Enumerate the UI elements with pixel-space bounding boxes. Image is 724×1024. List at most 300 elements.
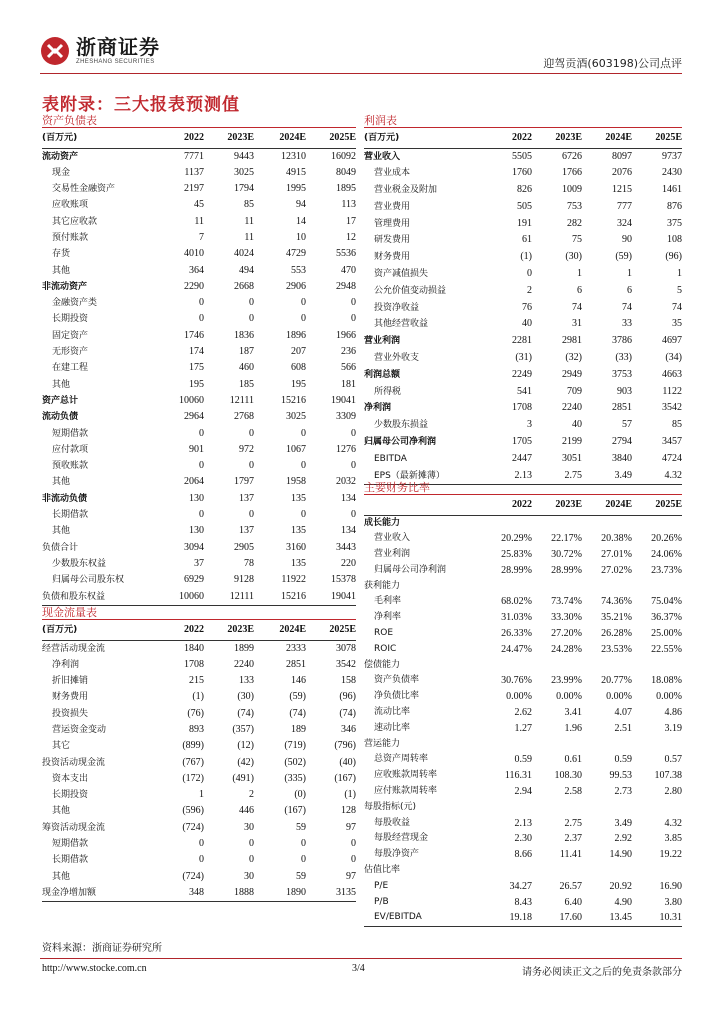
cell-value: 185 [239, 378, 254, 390]
cell-value: 128 [341, 805, 356, 817]
cell-value: 99.53 [609, 770, 632, 782]
cell-value: 2905 [234, 541, 254, 553]
table-header-row [42, 621, 356, 640]
cell-value: 11 [194, 215, 204, 227]
table-row [364, 199, 682, 216]
cell-value: 2 [249, 789, 254, 801]
cell-value: 3.49 [614, 817, 632, 829]
cell-value: 3025 [286, 411, 306, 423]
cell-value [532, 515, 582, 531]
table-header-row [42, 129, 356, 148]
cell-value [482, 737, 532, 753]
cell-value: (96) [339, 691, 356, 703]
cell-value: 1794 [234, 183, 254, 195]
row-label: 营业税金及附加 [374, 185, 438, 196]
cell-value: 97 [346, 870, 356, 882]
cell-value: 4.32 [664, 817, 682, 829]
cell-value: 35 [672, 318, 682, 330]
cell-value: 364 [189, 264, 204, 276]
table-row [364, 610, 682, 626]
table-row [42, 507, 356, 523]
cell-value: 195 [189, 378, 204, 390]
cell-value: 187 [239, 346, 254, 358]
cell-value: (899) [182, 740, 204, 752]
row-label: 长期借款 [52, 855, 89, 866]
row-label: 营业收入 [364, 151, 401, 162]
cell-value: 0.57 [664, 754, 682, 766]
cell-value: 26.28% [601, 628, 632, 640]
table-row [42, 426, 356, 442]
table-row [364, 784, 682, 800]
row-label: 每股经营现金 [374, 833, 429, 844]
table-row [42, 657, 356, 673]
cell-value: 22.17% [551, 533, 582, 545]
cell-value: 74 [572, 301, 582, 313]
cell-value: 753 [567, 200, 582, 212]
cell-value: 1215 [612, 184, 632, 196]
cell-value: 1122 [662, 385, 682, 397]
row-label: ROIC [374, 643, 397, 654]
row-label: 获利能力 [364, 580, 401, 591]
row-label: 净利率 [374, 612, 402, 623]
row-label: 资产负债率 [374, 675, 420, 686]
cell-value: 4915 [286, 166, 306, 178]
cell-value: 11.41 [559, 849, 582, 861]
cell-value: 134 [341, 525, 356, 537]
cell-value: 15216 [281, 394, 306, 406]
cell-value: 12111 [229, 394, 254, 406]
cell-value: 59 [296, 821, 306, 833]
row-label: 营业成本 [374, 168, 411, 179]
table-row [42, 458, 356, 474]
cell-value: 777 [617, 200, 632, 212]
cell-value: (719) [284, 740, 306, 752]
cell-value: (0) [294, 789, 306, 801]
cell-value [632, 658, 682, 674]
header-unit: (百万元) [364, 129, 482, 148]
row-label: 净利润 [52, 659, 80, 670]
cell-value [632, 800, 682, 816]
cell-value: 74 [622, 301, 632, 313]
cell-value: (167) [334, 772, 356, 784]
cell-value: 85 [244, 199, 254, 211]
ratios-rule [364, 494, 682, 495]
cell-value: 16092 [331, 150, 356, 162]
cell-value: 146 [291, 675, 306, 687]
cell-value: 23.53% [601, 643, 632, 655]
balance-sheet-table [42, 129, 356, 606]
cell-value: 4.07 [614, 707, 632, 719]
table-row [42, 523, 356, 539]
row-label: 流动资产 [42, 151, 79, 162]
table-row [42, 803, 356, 819]
cell-value: 3.85 [664, 833, 682, 845]
cell-value: 8.66 [514, 849, 532, 861]
cell-value: (491) [232, 772, 254, 784]
cell-value: 0 [199, 460, 204, 472]
cell-value: 3753 [612, 368, 632, 380]
ratios-title: 主要财务比率 [364, 481, 430, 494]
cell-value: 2948 [336, 280, 356, 292]
cell-value: 135 [291, 557, 306, 569]
cell-value: 3.49 [582, 468, 632, 485]
cell-value: 31.03% [501, 612, 532, 624]
cell-value: 4024 [234, 248, 254, 260]
row-label: 长期借款 [52, 510, 89, 521]
cell-value: 901 [189, 443, 204, 455]
cell-value: 1958 [286, 476, 306, 488]
cell-value: 2981 [562, 335, 582, 347]
cell-value: 0 [527, 268, 532, 280]
table-row [42, 263, 356, 279]
cell-value: 1 [577, 268, 582, 280]
cell-value: (1) [520, 251, 532, 263]
row-label: 经营活动现金流 [42, 643, 106, 654]
header-year: 2025E [306, 621, 356, 640]
cell-value [482, 800, 532, 816]
cell-value: 2249 [512, 368, 532, 380]
cell-value: 6 [577, 284, 582, 296]
table-row [42, 852, 356, 868]
cell-value: 174 [189, 346, 204, 358]
website-link[interactable]: http://www.stocke.com.cn [42, 963, 147, 974]
cell-value: 0 [351, 297, 356, 309]
cell-value: 11922 [281, 574, 306, 586]
cell-value: 22.55% [651, 643, 682, 655]
cell-value: 1067 [286, 443, 306, 455]
cell-value: (502) [284, 756, 306, 768]
cell-value: (33) [615, 352, 632, 364]
cell-value [582, 863, 632, 879]
header-year: 2025E [632, 129, 682, 148]
row-label: 其他经营收益 [374, 319, 429, 330]
row-label: ROE [374, 628, 394, 639]
table-row [364, 895, 682, 911]
cell-value [582, 579, 632, 595]
row-label: 非流动负债 [42, 493, 88, 504]
cell-value: 20.77% [601, 675, 632, 687]
table-row [364, 689, 682, 705]
row-label: 在建工程 [52, 363, 89, 374]
cell-value: 0 [351, 313, 356, 325]
cell-value: 2 [527, 284, 532, 296]
cell-value: (31) [515, 352, 532, 364]
cell-value: 2.92 [614, 833, 632, 845]
cell-value: 12310 [281, 150, 306, 162]
row-label: 营业费用 [374, 201, 411, 212]
cell-value: (32) [565, 352, 582, 364]
cell-value: 0 [249, 427, 254, 439]
cell-value: 6726 [562, 150, 582, 162]
cell-value: 2668 [234, 280, 254, 292]
cell-value: 1705 [512, 436, 532, 448]
cell-value: (12) [237, 740, 254, 752]
header-year: 2022 [482, 496, 532, 515]
table-row [42, 755, 356, 771]
table-row [364, 531, 682, 547]
cell-value: 470 [341, 264, 356, 276]
cell-value: (30) [565, 251, 582, 263]
row-label: 固定资产 [52, 330, 89, 341]
table-row [42, 442, 356, 458]
cell-value: 6.40 [564, 896, 582, 908]
table-row [42, 706, 356, 722]
cell-value: 3 [527, 419, 532, 431]
cell-value: 3.41 [564, 707, 582, 719]
cell-value: 2851 [612, 402, 632, 414]
row-label: EPS（最新摊薄） [364, 468, 482, 485]
table-row [364, 417, 682, 434]
table-row [364, 658, 682, 674]
cell-value: 3786 [612, 335, 632, 347]
row-label: 预付账款 [52, 232, 89, 243]
cell-value: (74) [339, 707, 356, 719]
cell-value: 348 [152, 885, 204, 902]
cell-value: 4729 [286, 248, 306, 260]
cell-value: 9443 [234, 150, 254, 162]
cell-value: 8.43 [514, 896, 532, 908]
cell-value: 1 [677, 268, 682, 280]
row-label: 短期借款 [52, 839, 89, 850]
cell-value: (1) [192, 691, 204, 703]
cell-value: (596) [182, 805, 204, 817]
table-row [364, 300, 682, 317]
cell-value: 5536 [336, 248, 356, 260]
cell-value [632, 515, 682, 531]
table-row [364, 367, 682, 384]
header-year: 2023E [204, 621, 254, 640]
cell-value: 17.60 [532, 910, 582, 926]
cell-value: 57 [622, 419, 632, 431]
row-label: 管理费用 [374, 218, 411, 229]
cell-value: 6 [627, 284, 632, 296]
cell-value: 90 [622, 234, 632, 246]
cell-value: 0 [199, 297, 204, 309]
cell-value: 158 [341, 675, 356, 687]
cell-value: 16.90 [659, 880, 682, 892]
cell-value [482, 658, 532, 674]
row-label: P/E [374, 880, 389, 891]
cell-value: 1708 [184, 658, 204, 670]
page-number: 3/4 [352, 963, 365, 974]
row-label: 其他 [52, 477, 71, 488]
cell-value: (76) [187, 707, 204, 719]
row-label: 流动比率 [374, 707, 411, 718]
cell-value: 68.02% [501, 596, 532, 608]
table-row [364, 800, 682, 816]
cell-value: 40 [572, 419, 582, 431]
row-label: 应付账款周转率 [374, 786, 438, 797]
cell-value: 17 [346, 215, 356, 227]
logo-english-name: ZHESHANG SECURITIES [76, 59, 155, 65]
cell-value: 2199 [562, 436, 582, 448]
cell-value: 3078 [336, 642, 356, 654]
cell-value: 2447 [512, 452, 532, 464]
cell-value: 61 [522, 234, 532, 246]
balance-sheet-title: 资产负债表 [42, 114, 97, 127]
cell-value: 108 [667, 234, 682, 246]
cell-value: 346 [341, 723, 356, 735]
table-row [42, 165, 356, 181]
cell-value: 2197 [184, 183, 204, 195]
cell-value: 73.74% [551, 596, 582, 608]
cell-value: 175 [189, 362, 204, 374]
header-year: 2023E [532, 129, 582, 148]
cash-flow-table [42, 621, 356, 902]
table-row [364, 879, 682, 895]
row-label: 其他 [52, 871, 71, 882]
cell-value: 3.80 [664, 896, 682, 908]
cash-flow-title: 现金流量表 [42, 606, 97, 619]
cell-value: (59) [615, 251, 632, 263]
cell-value: 0 [301, 427, 306, 439]
table-row [42, 279, 356, 295]
cell-value: (796) [334, 740, 356, 752]
company-logo [40, 36, 160, 66]
cell-value: 2.75 [532, 468, 582, 485]
cell-value [532, 579, 582, 595]
logo-chinese-name: 浙商证券 [76, 35, 160, 59]
row-label: 其他 [52, 806, 71, 817]
footer-divider [40, 958, 682, 959]
row-label: 归属母公司净利润 [374, 564, 447, 575]
row-label: 财务费用 [374, 252, 411, 263]
cell-value: 505 [517, 200, 532, 212]
cell-value: 2906 [286, 280, 306, 292]
data-source-note: 资料来源：浙商证券研究所 [42, 943, 162, 954]
cell-value: 20.38% [601, 533, 632, 545]
table-row [364, 705, 682, 721]
appendix-title: 表附录：三大报表预测值 [42, 95, 240, 115]
cell-value: 25.83% [501, 549, 532, 561]
cell-value: (172) [182, 772, 204, 784]
row-label: 负债合计 [42, 542, 79, 553]
cell-value: 24.28% [551, 643, 582, 655]
cell-value: 2768 [234, 411, 254, 423]
row-label: 公允价值变动损益 [374, 285, 447, 296]
cell-value: 2.94 [514, 786, 532, 798]
cell-value [582, 515, 632, 531]
cell-value: 20.26% [651, 533, 682, 545]
row-label: 利润总额 [364, 369, 401, 380]
income-statement-table [364, 129, 682, 485]
cell-value [582, 737, 632, 753]
cell-value: 215 [189, 675, 204, 687]
cell-value: 0 [199, 313, 204, 325]
table-row [42, 689, 356, 705]
cell-value [532, 863, 582, 879]
cell-value: 1137 [184, 166, 204, 178]
table-row [42, 181, 356, 197]
cell-value: 2.37 [564, 833, 582, 845]
cell-value: 0.00% [656, 691, 682, 703]
table-row [42, 328, 356, 344]
cell-value: 608 [291, 362, 306, 374]
cell-value: 74 [672, 301, 682, 313]
row-label: 总资产周转率 [374, 754, 429, 765]
income-statement-title: 利润表 [364, 114, 397, 127]
table-row [364, 333, 682, 350]
table-row [364, 547, 682, 563]
cell-value: 4.90 [614, 896, 632, 908]
table-row [42, 771, 356, 787]
table-row [364, 434, 682, 451]
cell-value: 189 [291, 723, 306, 735]
cell-value: (74) [237, 707, 254, 719]
table-row [42, 722, 356, 738]
cell-value: 37 [194, 557, 204, 569]
cell-value: 0 [249, 854, 254, 866]
cell-value: 135 [291, 492, 306, 504]
balance-sheet-rule [42, 127, 356, 128]
cell-value: 0 [351, 854, 356, 866]
row-label: 资本支出 [52, 773, 89, 784]
cell-value [582, 800, 632, 816]
cell-value: 236 [341, 346, 356, 358]
cell-value [582, 658, 632, 674]
table-row [364, 816, 682, 832]
table-row [42, 572, 356, 588]
table-row [364, 737, 682, 753]
table-row [364, 910, 682, 926]
cell-value: 1 [627, 268, 632, 280]
table-row [364, 182, 682, 199]
row-label: 其他 [52, 379, 71, 390]
table-row [42, 556, 356, 572]
cell-value: 26.57 [559, 880, 582, 892]
row-label: EBITDA [374, 453, 407, 464]
header-unit [364, 496, 482, 515]
cell-value: 195 [291, 378, 306, 390]
cell-value: (40) [339, 756, 356, 768]
table-row [364, 216, 682, 233]
row-label: 营业利润 [374, 549, 411, 560]
cell-value: 1888 [204, 885, 254, 902]
cell-value: 566 [341, 362, 356, 374]
table-row [364, 148, 682, 165]
cell-value: 0 [351, 460, 356, 472]
row-label: 营运能力 [364, 738, 401, 749]
cell-value: 25.00% [651, 628, 682, 640]
row-label: 流动负债 [42, 412, 79, 423]
cell-value: 181 [341, 378, 356, 390]
header-year: 2022 [152, 621, 204, 640]
cell-value: 2.13 [514, 817, 532, 829]
row-label: 现金净增加额 [42, 885, 152, 902]
row-label: 资产减值损失 [374, 269, 429, 280]
cell-value: 11 [244, 215, 254, 227]
cell-value: 35.21% [601, 612, 632, 624]
row-label: 每股指标(元) [364, 801, 417, 812]
cell-value: 40 [522, 318, 532, 330]
table-row [42, 393, 356, 409]
cell-value: 220 [341, 557, 356, 569]
cell-value: 0 [351, 427, 356, 439]
cell-value: 85 [672, 419, 682, 431]
cell-value: 12111 [204, 589, 254, 606]
cell-value: 19.22 [659, 849, 682, 861]
table-row [42, 246, 356, 262]
cell-value: 2.51 [614, 722, 632, 734]
cell-value: 3094 [184, 541, 204, 553]
cell-value: 446 [239, 805, 254, 817]
row-label: 现金 [52, 167, 71, 178]
cell-value: 972 [239, 443, 254, 455]
table-row [364, 316, 682, 333]
header-year: 2025E [632, 496, 682, 515]
ratios-table [364, 496, 682, 927]
cell-value: 24.06% [651, 549, 682, 561]
